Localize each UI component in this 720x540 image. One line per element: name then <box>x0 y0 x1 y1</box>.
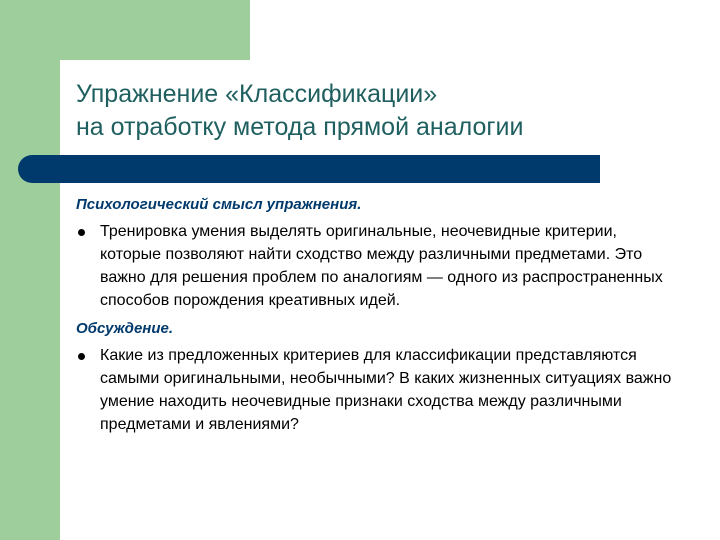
title-line-2: на отработку метода прямой аналогии <box>76 113 524 141</box>
bullet-item-discussion <box>76 344 676 436</box>
section-heading-meaning: Психологический смысл упражнения. <box>76 196 362 213</box>
title-line-1: Упражнение «Классификации» <box>76 80 438 108</box>
green-corner-decoration <box>0 0 250 60</box>
slide-content <box>76 194 676 436</box>
green-sidebar-decoration <box>0 0 60 540</box>
slide-title <box>76 78 523 144</box>
section-heading-discussion: Обсуждение. <box>76 320 174 337</box>
bullet-icon <box>78 353 85 360</box>
bullet-text-discussion: Какие из предложенных критериев для классификации представляются самыми оригинальными, необычными? В каких жизненных ситуациях важно умение находить неочевидные признаки сходства между различными предметами и явлениями? <box>100 347 672 433</box>
title-divider-bar <box>18 155 600 183</box>
bullet-item-meaning <box>76 220 676 312</box>
bullet-icon <box>78 229 85 236</box>
bullet-text-meaning: Тренировка умения выделять оригинальные, неочевидные критерии, которые позволяют найти сходство между различными предметами. Это важно для решения проблем по аналогиям — одного из распространенных способов порождения креативных идей. <box>100 223 663 309</box>
